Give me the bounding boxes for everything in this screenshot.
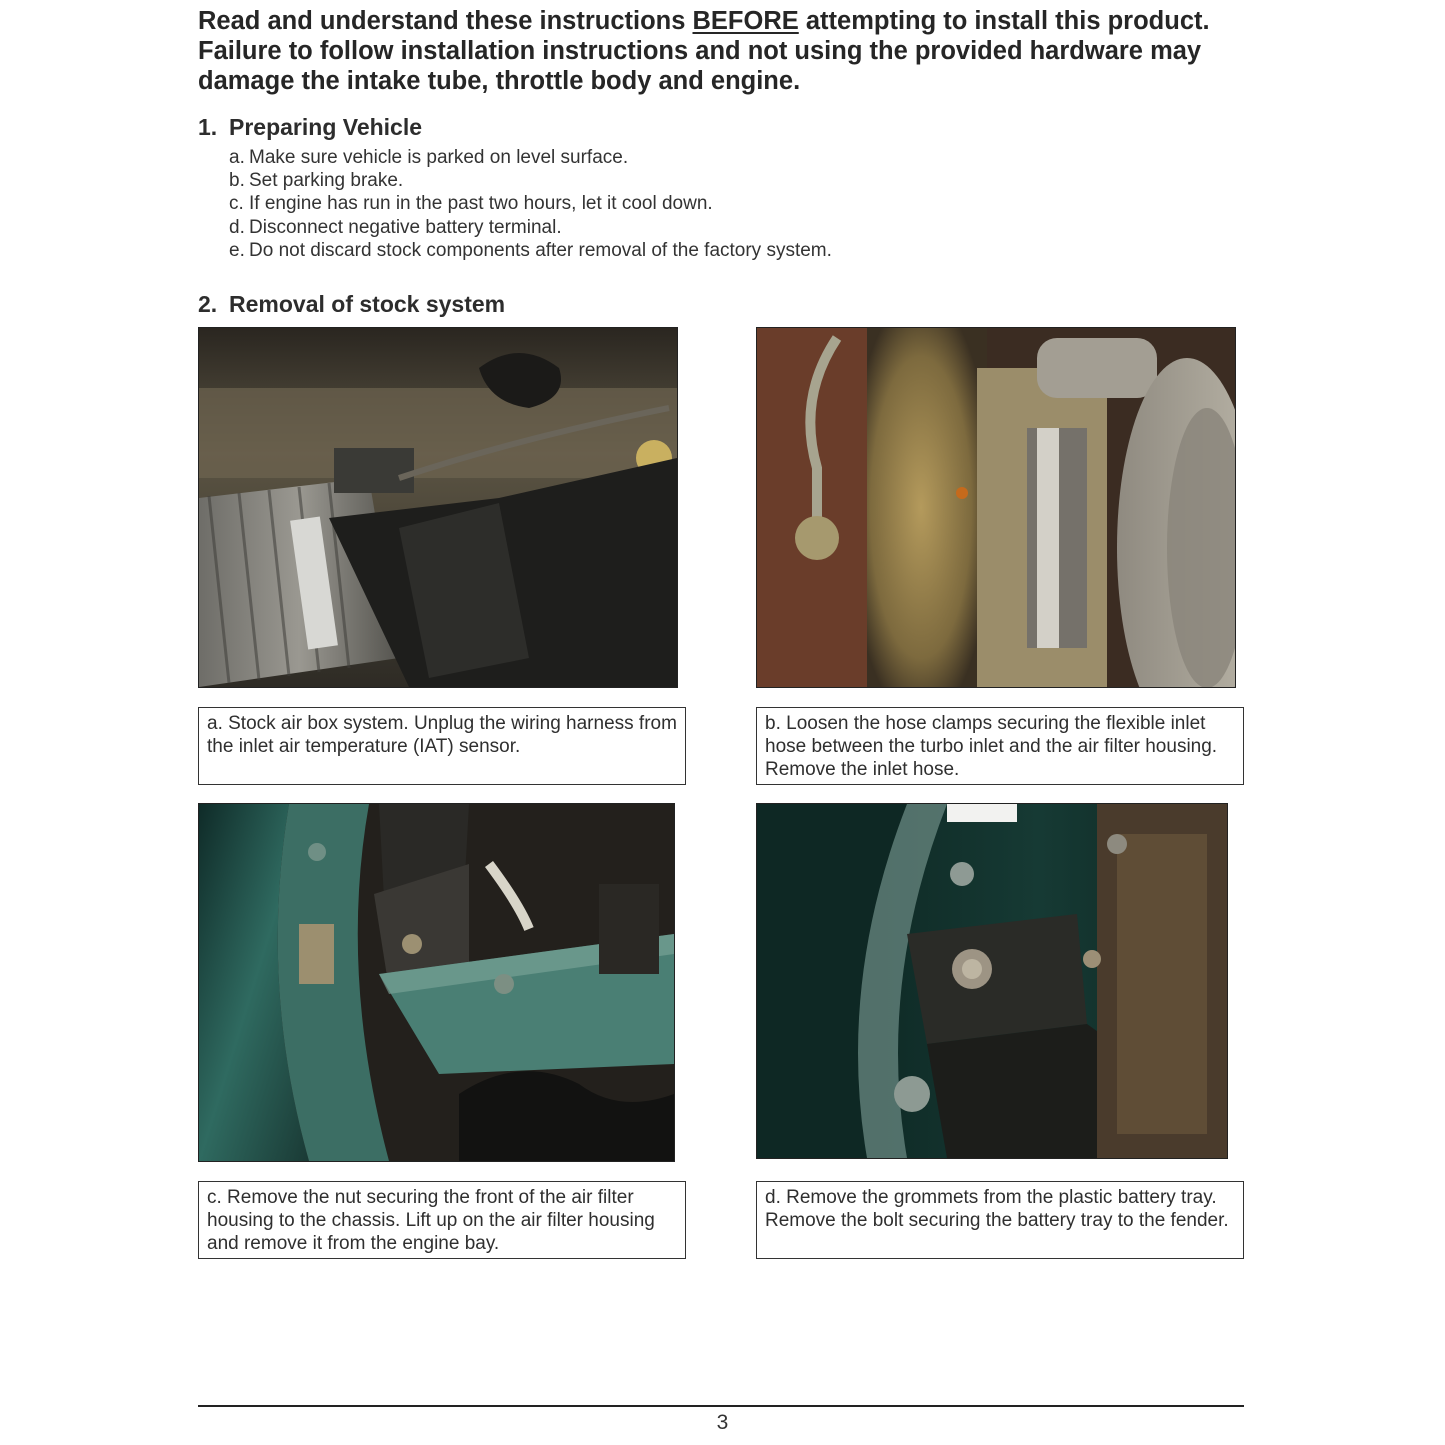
- before-emphasis: BEFORE: [692, 7, 799, 35]
- caption-b: b. Loosen the hose clamps securing the flexible inlet hose between the turbo inlet and the air filter housing. Remove the inlet hose.: [756, 707, 1244, 785]
- photo-stock-air-box: [198, 327, 678, 688]
- warning-line-2: Failure to follow installation instructions and not using the provided hardware may: [198, 37, 1202, 65]
- caption-a: a. Stock air box system. Unplug the wiring harness from the inlet air temperature (IAT) sensor.: [198, 707, 686, 785]
- warning-line-3: damage the intake tube, throttle body and engine.: [198, 67, 801, 95]
- photo-battery-tray-bolt: [756, 803, 1228, 1159]
- step-item: c. If engine has run in the past two hours, let it cool down.: [229, 193, 713, 215]
- page-number: 3: [716, 1411, 729, 1434]
- photo-turbo-inlet-hose: [756, 327, 1236, 688]
- installation-warning: [198, 6, 1248, 96]
- preparation-steps: [229, 146, 832, 262]
- step-item: a. Make sure vehicle is parked on level surface.: [229, 147, 629, 168]
- caption-d: d. Remove the grommets from the plastic battery tray. Remove the bolt securing the battery tray to the fender.: [756, 1181, 1244, 1259]
- warning-line-1: Read and understand these instructions BEFORE attempting to install this product.: [198, 7, 1210, 35]
- step-item: d. Disconnect negative battery terminal.: [229, 216, 562, 238]
- photo-air-filter-housing-nut: [198, 803, 675, 1162]
- step-item: e. Do not discard stock components after removal of the factory system.: [229, 239, 832, 261]
- section-1-heading: 1. Preparing Vehicle: [198, 114, 423, 140]
- section-2-heading: 2. Removal of stock system: [198, 291, 506, 317]
- step-item: b. Set parking brake.: [229, 170, 404, 192]
- caption-c: c. Remove the nut securing the front of the air filter housing to the chassis. Lift up on the air filter housing and remove it from the engine bay.: [198, 1181, 686, 1259]
- footer-rule: [198, 1405, 1244, 1407]
